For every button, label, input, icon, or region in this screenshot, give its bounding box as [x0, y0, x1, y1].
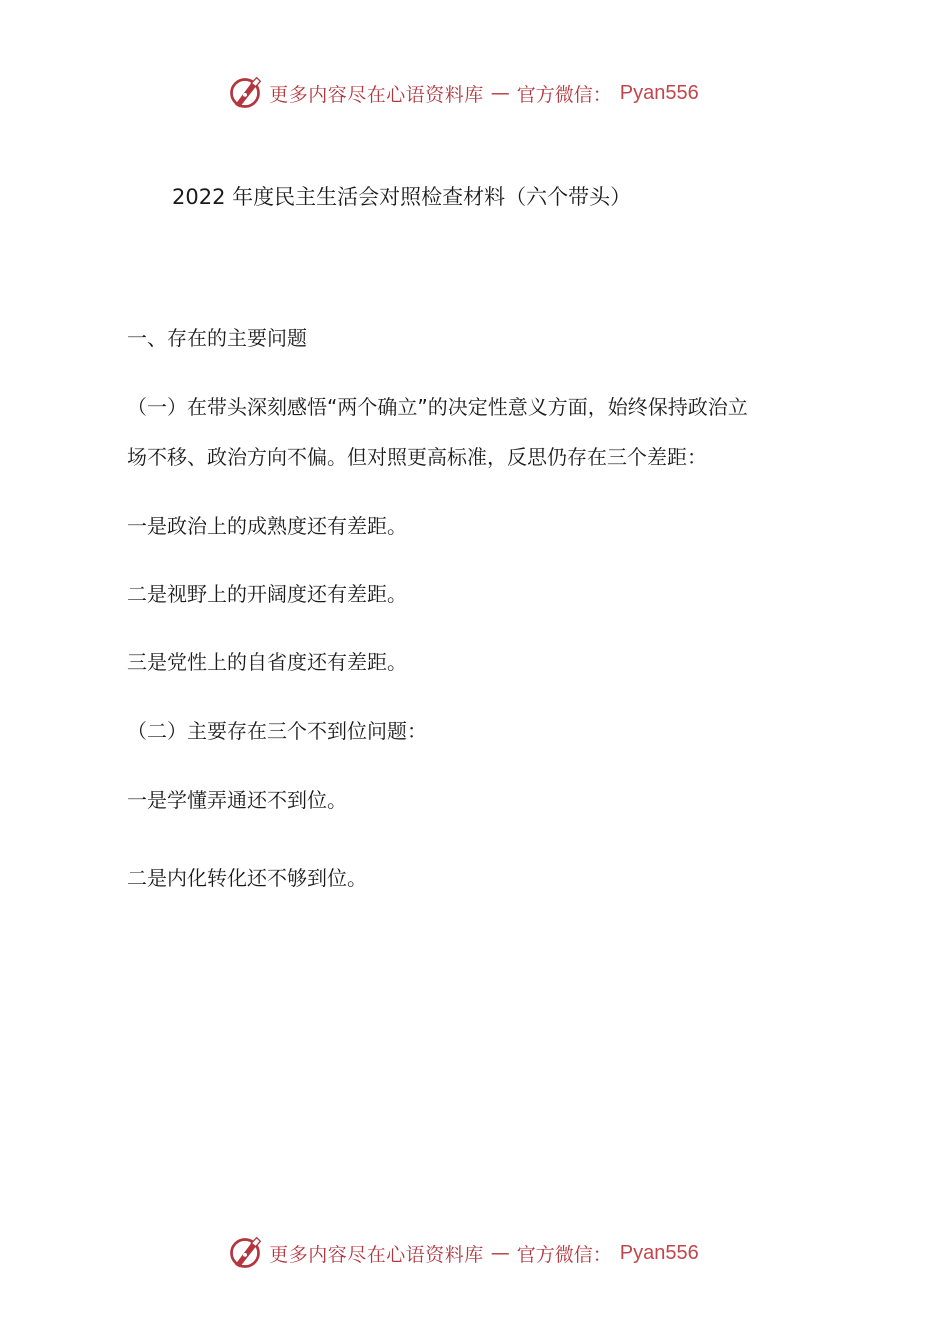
pen-nib-logo-icon	[227, 1235, 263, 1271]
banner-wechat-label: 官方微信：	[516, 1243, 612, 1266]
paragraph: 二是内化转化还不够到位。	[127, 866, 367, 890]
paragraph: 场不移、政治方向不偏。但对照更高标准，反思仍存在三个差距：	[127, 445, 707, 469]
banner-slogan: 更多内容尽在心语资料库	[269, 1243, 484, 1266]
banner-wechat-id: Pyan556	[619, 81, 699, 104]
pen-nib-logo-icon	[227, 75, 263, 111]
banner-wechat-id: Pyan556	[619, 1241, 699, 1264]
header-banner	[0, 71, 950, 115]
banner-dash: —	[490, 82, 510, 104]
paragraph: （二）主要存在三个不到位问题：	[127, 719, 427, 743]
section-heading: 一、存在的主要问题	[127, 326, 307, 350]
paragraph: 一是政治上的成熟度还有差距。	[127, 514, 407, 538]
footer-banner-content	[227, 1235, 699, 1271]
header-banner-content	[227, 75, 699, 111]
paragraph: （一）在带头深刻感悟“两个确立”的决定性意义方面，始终保持政治立	[127, 395, 748, 419]
paragraph: 二是视野上的开阔度还有差距。	[127, 582, 407, 606]
paragraph: 三是党性上的自省度还有差距。	[127, 650, 407, 674]
banner-dash: —	[490, 1242, 510, 1264]
footer-banner	[0, 1231, 950, 1275]
paragraph: 一是学懂弄通还不到位。	[127, 788, 347, 812]
banner-wechat-label: 官方微信：	[516, 83, 612, 106]
banner-slogan: 更多内容尽在心语资料库	[269, 83, 484, 106]
document-title: 2022 年度民主生活会对照检查材料（六个带头）	[172, 185, 632, 209]
